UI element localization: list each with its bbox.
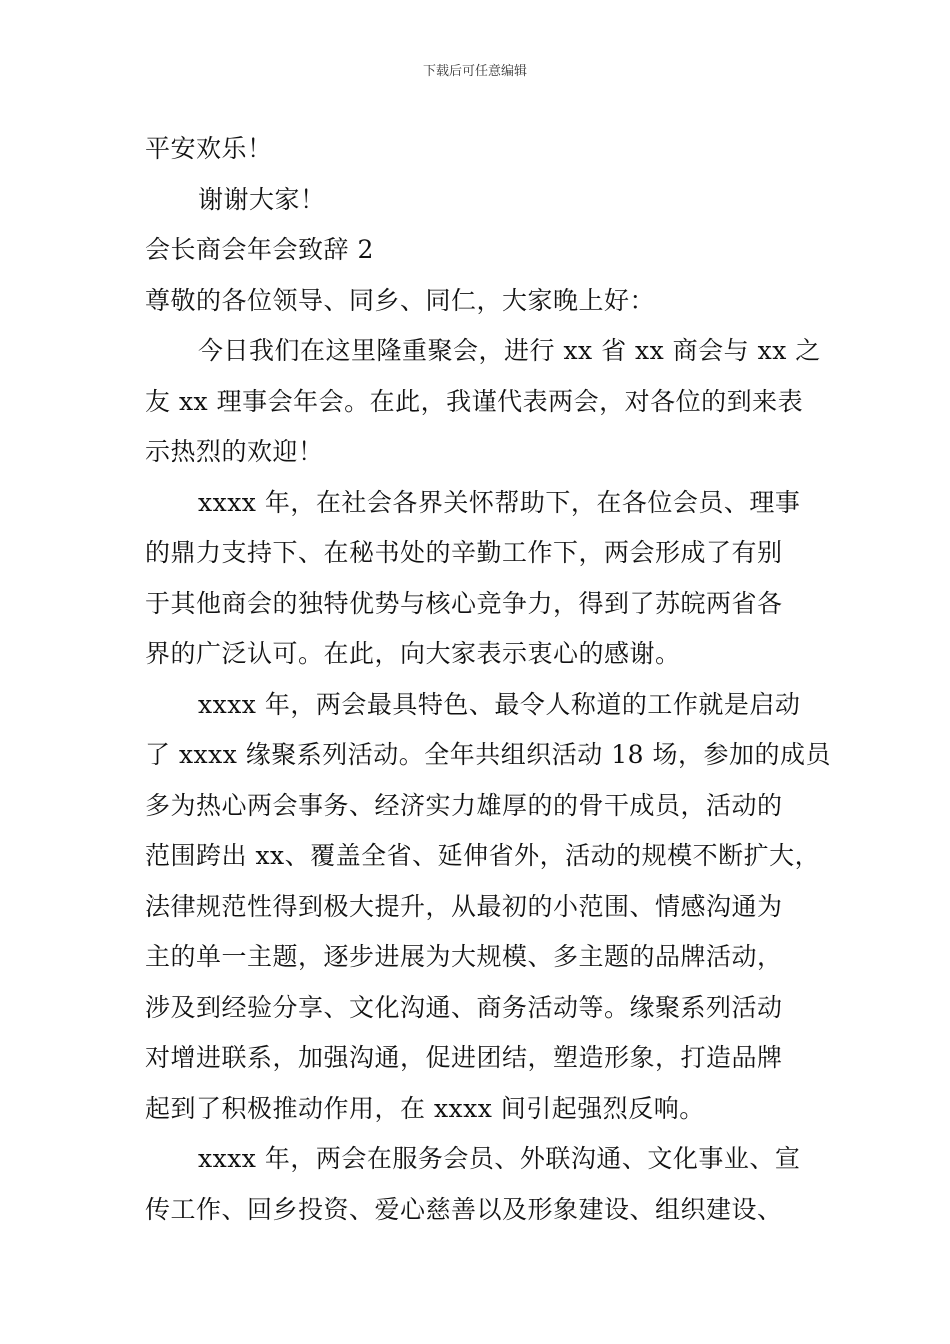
text-line: 法律规范性得到极大提升，从最初的小范围、情感沟通为 xyxy=(145,891,783,921)
text-line: 起到了积极推动作用，在 xxxx 间引起强烈反响。 xyxy=(145,1093,705,1123)
text-line: 友 xx 理事会年会。在此，我谨代表两会，对各位的到来表 xyxy=(145,386,804,416)
text-line: 对增进联系，加强沟通，促进团结，塑造形象，打造品牌 xyxy=(145,1043,783,1072)
section-title: 会长商会年会致辞 2 xyxy=(145,235,374,264)
text-line: 于其他商会的独特优势与核心竞争力，得到了苏皖两省各 xyxy=(145,588,783,618)
text-line: xxxx 年，两会在服务会员、外联沟通、文化事业、宣 xyxy=(198,1144,801,1173)
text-line: 谢谢大家！ xyxy=(198,184,326,214)
salutation: 尊敬的各位领导、同乡、同仁，大家晚上好： xyxy=(145,285,656,315)
text-line: xxxx 年，两会最具特色、最令人称道的工作就是启动 xyxy=(198,689,801,719)
text-line: 多为热心两会事务、经济实力雄厚的的骨干成员，活动的 xyxy=(145,790,783,820)
text-line: 范围跨出 xx、覆盖全省、延伸省外，活动的规模不断扩大， xyxy=(145,841,821,870)
text-line: 示热烈的欢迎！ xyxy=(145,437,324,466)
text-line: 传工作、回乡投资、爱心慈善以及形象建设、组织建设、 xyxy=(145,1194,783,1224)
document-body xyxy=(145,124,831,1235)
text-line: 了 xxxx 缘聚系列活动。全年共组织活动 18 场，参加的成员 xyxy=(145,740,831,769)
text-line: 的鼎力支持下、在秘书处的辛勤工作下，两会形成了有别 xyxy=(145,538,783,567)
text-line: 主的单一主题，逐步进展为大规模、多主题的品牌活动， xyxy=(145,942,783,971)
text-line: 界的广泛认可。在此，向大家表示衷心的感谢。 xyxy=(145,639,681,668)
text-line: 平安欢乐！ xyxy=(145,134,273,163)
page-header-note: 下载后可任意编辑 xyxy=(422,64,527,79)
text-line: xxxx 年，在社会各界关怀帮助下，在各位会员、理事 xyxy=(198,487,801,517)
text-line: 涉及到经验分享、文化沟通、商务活动等。缘聚系列活动 xyxy=(145,992,783,1022)
text-line: 今日我们在这里隆重聚会，进行 xx 省 xx 商会与 xx 之 xyxy=(198,336,821,365)
